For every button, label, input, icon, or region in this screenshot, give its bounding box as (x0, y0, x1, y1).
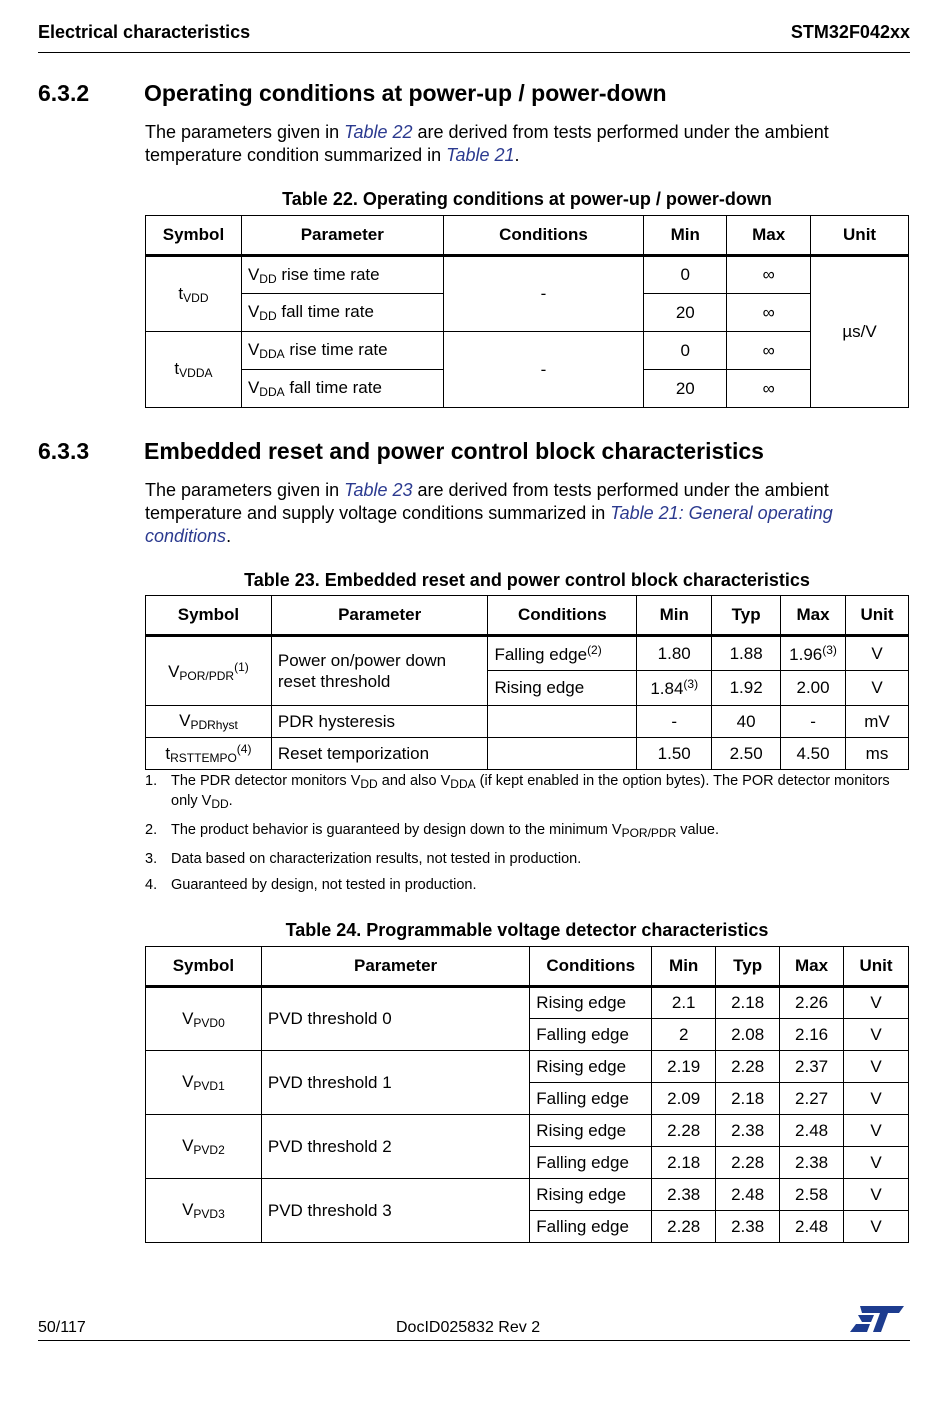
max-cell: 2.27 (780, 1083, 844, 1115)
col-header: Unit (811, 216, 909, 256)
conditions-cell: Rising edge (488, 671, 637, 706)
table-row (146, 738, 909, 770)
conditions-cell: Falling edge (530, 1147, 652, 1179)
min-cell: 2 (652, 1019, 716, 1051)
table-24 (145, 946, 909, 1243)
table-22 (145, 215, 909, 408)
unit-cell: mV (846, 706, 909, 738)
table-row (146, 1115, 909, 1147)
table-row (146, 1179, 909, 1211)
max-cell: 2.58 (780, 1179, 844, 1211)
footnote: 2. The product behavior is guaranteed by design down to the minimum $V_{POR/PDR}$ value. (145, 822, 719, 840)
para-text: The parameters given in (145, 122, 345, 142)
typ-cell: 2.28 (716, 1051, 780, 1083)
page-header (38, 22, 910, 53)
min-cell: 0 (644, 332, 727, 370)
conditions-cell (488, 706, 637, 738)
max-cell: ∞ (727, 370, 811, 408)
max-cell: 2.48 (780, 1211, 844, 1243)
table-23 (145, 595, 909, 770)
table-23-link[interactable]: Table 23 (344, 480, 413, 500)
section-heading-633 (38, 438, 764, 465)
col-header: Max (780, 947, 844, 987)
col-header: Unit (844, 947, 909, 987)
min-cell: 0 (644, 256, 727, 294)
section-heading-632 (38, 80, 667, 107)
unit-cell: V (844, 1147, 909, 1179)
min-cell: 2.18 (652, 1147, 716, 1179)
col-header: Parameter (271, 596, 488, 636)
parameter-cell: Reset temporization (271, 738, 488, 770)
typ-cell: 1.92 (712, 671, 781, 706)
table-24-caption: Table 24. Programmable voltage detector characteristics (285, 920, 769, 940)
unit-cell: V (844, 987, 909, 1019)
table-row (146, 1051, 909, 1083)
conditions-cell: - (443, 256, 644, 332)
min-cell: 1.80 (637, 636, 712, 671)
unit-cell: V (844, 1115, 909, 1147)
symbol-cell: $t_{VDD}$ (146, 256, 242, 332)
conditions-cell: Falling edge (530, 1211, 652, 1243)
symbol-cell: $V_{POR/PDR}^{(1)}$ (146, 636, 272, 706)
symbol-cell: $V_{PDRhyst}$ (146, 706, 272, 738)
parameter-cell: PDR hysteresis (271, 706, 488, 738)
para-text: . (514, 145, 520, 165)
doc-id: DocID025832 Rev 2 (396, 1319, 541, 1336)
unit-cell: V (844, 1211, 909, 1243)
footer-divider (38, 1340, 910, 1341)
col-header: Conditions (443, 216, 644, 256)
table-row (146, 332, 909, 370)
parameter-cell: $V_{DD}$ rise time rate (241, 256, 443, 294)
typ-cell: 1.88 (712, 636, 781, 671)
col-header: Symbol (146, 216, 242, 256)
col-header: Min (652, 947, 716, 987)
col-header: Max (781, 596, 846, 636)
section-number: 6.3.2 (38, 80, 90, 106)
symbol-cell: $V_{PVD1}$ (146, 1051, 262, 1115)
col-header: Conditions (488, 596, 637, 636)
para-text: . (226, 526, 232, 546)
symbol-cell: $t_{RSTTEMPO}^{(4)}$ (146, 738, 272, 770)
typ-cell: 2.38 (716, 1115, 780, 1147)
max-cell: - (781, 706, 846, 738)
max-cell: ∞ (727, 332, 811, 370)
conditions-cell: Rising edge (530, 1179, 652, 1211)
para-text: are derived from tests performed under the ambient temperature and supply voltage conditions summarized in (145, 480, 829, 523)
section-number: 6.3.3 (38, 438, 90, 464)
para-text: The parameters given in (145, 480, 345, 500)
parameter-cell: PVD threshold 2 (261, 1115, 529, 1179)
col-header: Min (637, 596, 712, 636)
header-part-number: STM32F042xx (790, 22, 910, 42)
conditions-cell: Rising edge (530, 1051, 652, 1083)
col-header: Parameter (241, 216, 443, 256)
footnote: 4. Guaranteed by design, not tested in production. (145, 877, 477, 893)
min-cell: 20 (644, 294, 727, 332)
symbol-cell: $V_{PVD3}$ (146, 1179, 262, 1243)
table-23-caption: Table 23. Embedded reset and power control block characteristics (244, 570, 810, 590)
max-cell: 2.37 (780, 1051, 844, 1083)
parameter-cell: PVD threshold 3 (261, 1179, 529, 1243)
page-number: 50/117 (38, 1319, 86, 1336)
min-cell: 2.09 (652, 1083, 716, 1115)
table-21-link[interactable]: Table 21 (446, 145, 515, 165)
symbol-cell: $V_{PVD2}$ (146, 1115, 262, 1179)
max-cell: 2.26 (780, 987, 844, 1019)
unit-cell: ms (846, 738, 909, 770)
symbol-cell: $V_{PVD0}$ (146, 987, 262, 1051)
table-22-link[interactable]: Table 22 (344, 122, 413, 142)
table-22-caption: Table 22. Operating conditions at power-up / power-down (282, 189, 772, 209)
typ-cell: 2.48 (716, 1179, 780, 1211)
min-cell: 2.38 (652, 1179, 716, 1211)
typ-cell: 2.38 (716, 1211, 780, 1243)
footnote: 3. Data based on characterization results, not tested in production. (145, 851, 582, 867)
col-header: Unit (846, 596, 909, 636)
unit-cell: V (844, 1019, 909, 1051)
table-row (146, 987, 909, 1019)
col-header: Parameter (261, 947, 529, 987)
col-header: Typ (716, 947, 780, 987)
table-21-link[interactable]: Table 21: General operating conditions (145, 503, 833, 546)
typ-cell: 2.18 (716, 987, 780, 1019)
conditions-cell (488, 738, 637, 770)
typ-cell: 40 (712, 706, 781, 738)
col-header: Min (644, 216, 727, 256)
table-23-notes (145, 773, 905, 903)
max-cell: 1.96$^{(3)}$ (781, 636, 846, 671)
col-header: Max (727, 216, 811, 256)
min-cell: 2.28 (652, 1115, 716, 1147)
max-cell: 2.16 (780, 1019, 844, 1051)
header-section-title: Electrical characteristics (38, 22, 251, 42)
parameter-cell: Power on/power down reset threshold (271, 636, 488, 706)
typ-cell: 2.08 (716, 1019, 780, 1051)
parameter-cell: $V_{DDA}$ fall time rate (241, 370, 443, 408)
typ-cell: 2.18 (716, 1083, 780, 1115)
min-cell: 1.84$^{(3)}$ (637, 671, 712, 706)
table-row (146, 636, 909, 671)
conditions-cell: Falling edge (530, 1019, 652, 1051)
table-row (146, 256, 909, 294)
conditions-cell: Falling edge (530, 1083, 652, 1115)
conditions-cell: - (443, 332, 644, 408)
max-cell: ∞ (727, 256, 811, 294)
section-title: Operating conditions at power-up / power-down (144, 80, 667, 106)
min-cell: 20 (644, 370, 727, 408)
st-logo-icon (848, 1304, 906, 1339)
max-cell: ∞ (727, 294, 811, 332)
max-cell: 4.50 (781, 738, 846, 770)
parameter-cell: PVD threshold 0 (261, 987, 529, 1051)
para-text: are derived from tests performed under the ambient temperature condition summarized in (145, 122, 829, 165)
min-cell: 1.50 (637, 738, 712, 770)
unit-cell: µs/V (811, 256, 909, 408)
min-cell: 2.1 (652, 987, 716, 1019)
footnote: 1. The PDR detector monitors $V_{DD}$ and also $V_{DDA}$ (if kept enabled in the option bytes). The POR detector monitors only $V_{DD}$. (145, 773, 890, 811)
parameter-cell: $V_{DD}$ fall time rate (241, 294, 443, 332)
paragraph-633 (145, 479, 905, 548)
typ-cell: 2.28 (716, 1147, 780, 1179)
paragraph-632 (145, 121, 905, 167)
max-cell: 2.38 (780, 1147, 844, 1179)
unit-cell: V (846, 671, 909, 706)
min-cell: 2.19 (652, 1051, 716, 1083)
symbol-cell: $t_{VDDA}$ (146, 332, 242, 408)
parameter-cell: PVD threshold 1 (261, 1051, 529, 1115)
min-cell: - (637, 706, 712, 738)
col-header: Symbol (146, 947, 262, 987)
conditions-cell: Rising edge (530, 987, 652, 1019)
col-header: Symbol (146, 596, 272, 636)
conditions-cell: Falling edge$^{(2)}$ (488, 636, 637, 671)
unit-cell: V (844, 1179, 909, 1211)
unit-cell: V (844, 1051, 909, 1083)
table-row (146, 706, 909, 738)
col-header: Typ (712, 596, 781, 636)
max-cell: 2.00 (781, 671, 846, 706)
section-title: Embedded reset and power control block characteristics (144, 438, 764, 464)
conditions-cell: Rising edge (530, 1115, 652, 1147)
unit-cell: V (846, 636, 909, 671)
col-header: Conditions (530, 947, 652, 987)
parameter-cell: $V_{DDA}$ rise time rate (241, 332, 443, 370)
min-cell: 2.28 (652, 1211, 716, 1243)
typ-cell: 2.50 (712, 738, 781, 770)
max-cell: 2.48 (780, 1115, 844, 1147)
unit-cell: V (844, 1083, 909, 1115)
